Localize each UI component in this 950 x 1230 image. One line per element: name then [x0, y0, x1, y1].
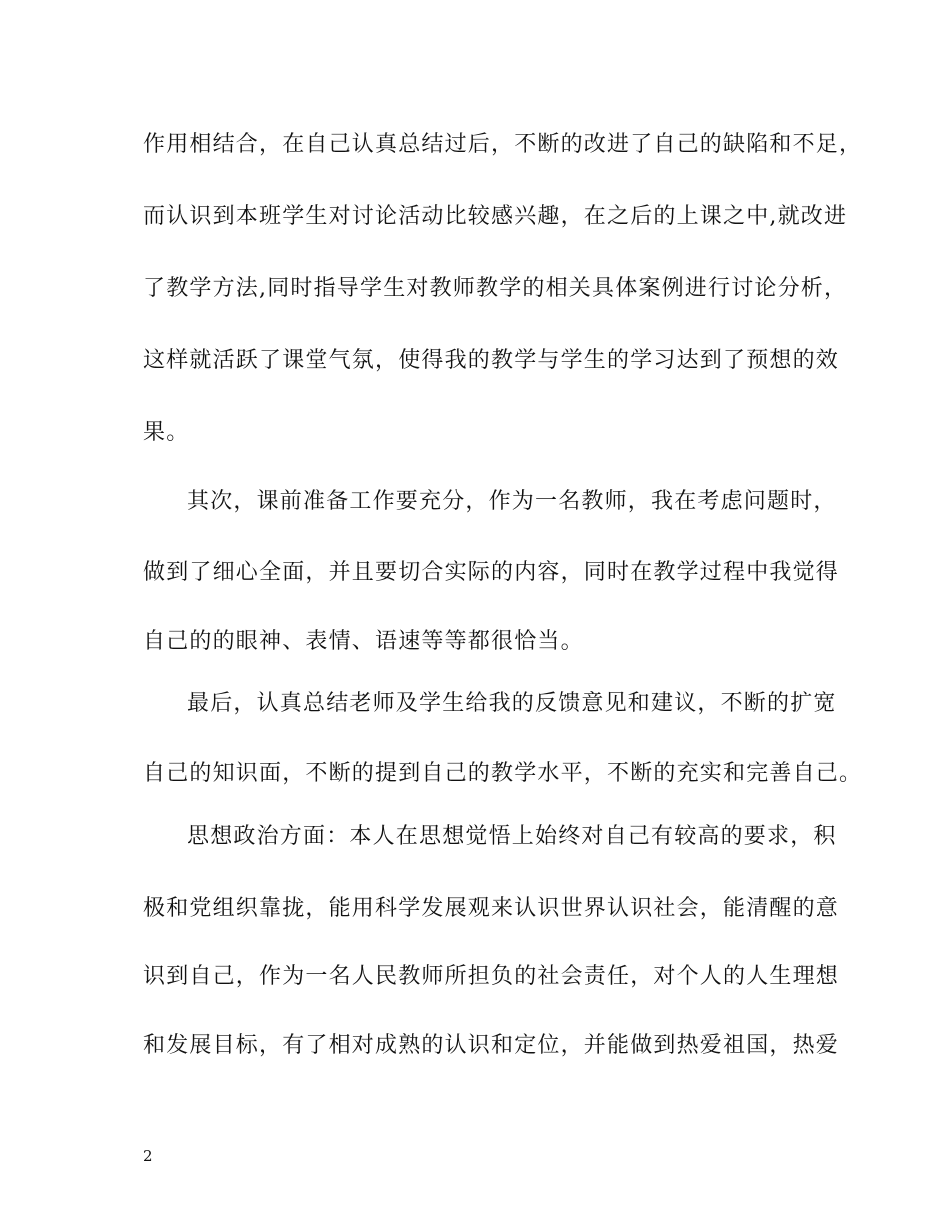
text-line: 自己的知识面，不断的提到自己的教学水平，不断的充实和完善自己。 [143, 761, 863, 786]
page-number: 2 [143, 1147, 153, 1165]
text-line: 自己的的眼神、表情、语速等等都很恰当。 [143, 629, 584, 654]
text-line: 和发展目标，有了相对成熟的认识和定位，并能做到热爱祖国，热爱 [143, 1033, 840, 1058]
text-line: 了教学方法,同时指导学生对教师教学的相关具体案例进行讨论分析， [143, 276, 848, 301]
text-line: 作用相结合，在自己认真总结过后，不断的改进了自己的缺陷和不足， [143, 132, 863, 157]
text-line: 极和党组织靠拢，能用科学发展观来认识世界认识社会，能清醒的意 [143, 896, 840, 921]
paragraph-first-line: 最后，认真总结老师及学生给我的反馈意见和建议，不断的扩宽 [187, 691, 837, 716]
paragraph-first-line: 其次，课前准备工作要充分，作为一名教师，我在考虑问题时， [187, 489, 837, 514]
text-line: 做到了细心全面，并且要切合实际的内容，同时在教学过程中我觉得 [143, 560, 840, 585]
text-line: 果。 [143, 420, 190, 445]
text-line: 识到自己，作为一名人民教师所担负的社会责任，对个人的人生理想 [143, 964, 840, 989]
text-line: 而认识到本班学生对讨论活动比较感兴趣，在之后的上课之中,就改进 [143, 204, 848, 229]
text-line: 这样就活跃了课堂气氛，使得我的教学与学生的学习达到了预想的效 [143, 348, 840, 373]
paragraph-first-line: 思想政治方面：本人在思想觉悟上始终对自己有较高的要求，积 [187, 824, 837, 849]
